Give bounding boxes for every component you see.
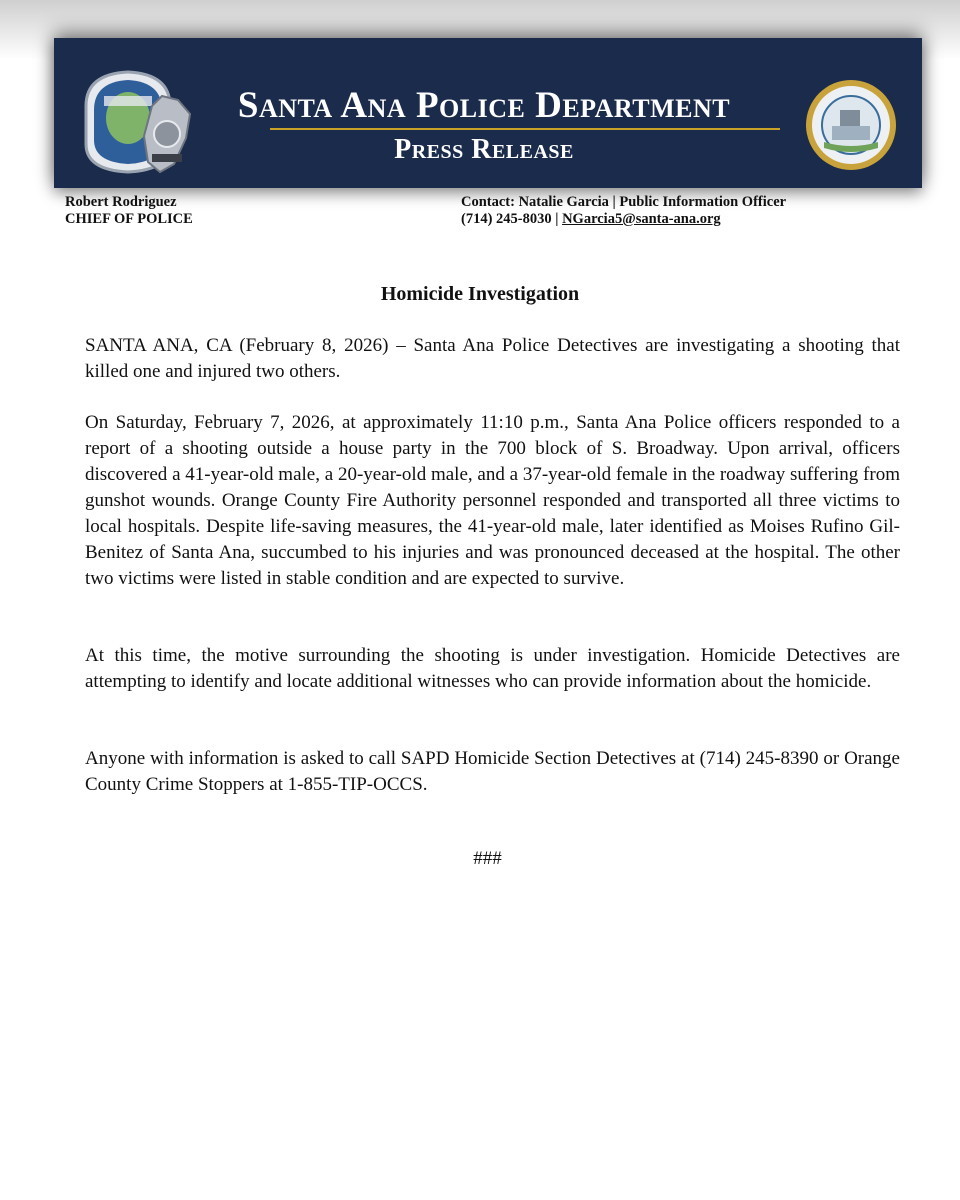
paragraph-incident: On Saturday, February 7, 2026, at approximately 11:10 p.m., Santa Ana Police officers responded to a report of a shooting outside a house party in the 700 block of S. Broadway. Upon arrival, officers discovered a 41-year-old male, a 20-year-old male, and a 37-year-old female in the roadway suffering from gunshot wounds. Orange County Fire Authority personnel responded and transported all three victims to local hospitals. Despite life-saving measures, the 41-year-old male, later identified as Moises Rufino Gil-Benitez of Santa Ana, succumbed to his injuries and was pronounced deceased at the hospital. The other two victims were listed in stable condition and are expected to survive. [85,412,900,589]
pio-contact [461,194,786,228]
release-title: Homicide Investigation [380,283,580,305]
chief-name: Robert Rodriguez [65,194,177,210]
pio-line: Contact: Natalie Garcia | Public Information Officer [461,194,787,210]
press-release-label: Press Release [394,134,574,165]
pio-email-link[interactable]: NGarcia5@santa-ana.org [562,211,721,227]
pio-phone: (714) 245-8030 | [461,211,563,227]
header-banner [54,38,922,188]
police-badge-icon [78,66,198,178]
end-mark: ### [473,848,502,869]
paragraph-tips: Anyone with information is asked to call SAPD Homicide Section Detectives at (714) 245-8390 or Orange County Crime Stoppers at 1-855-TIP-OCCS. [85,748,900,795]
chief-title: CHIEF OF POLICE [65,211,193,227]
city-seal-icon [804,78,898,172]
title-divider [270,128,780,130]
paragraph-lead: SANTA ANA, CA (February 8, 2026) – Santa Ana Police Detectives are investigating a shooting that killed one and injured two others. [85,335,900,382]
pio-phone-line [461,211,786,228]
chief-contact [65,194,193,228]
paragraph-investigation: At this time, the motive surrounding the shooting is under investigation. Homicide Detectives are attempting to identify and locate additional witnesses who can provide information about the homicide. [85,645,900,692]
department-title: Santa Ana Police Department [237,85,731,126]
